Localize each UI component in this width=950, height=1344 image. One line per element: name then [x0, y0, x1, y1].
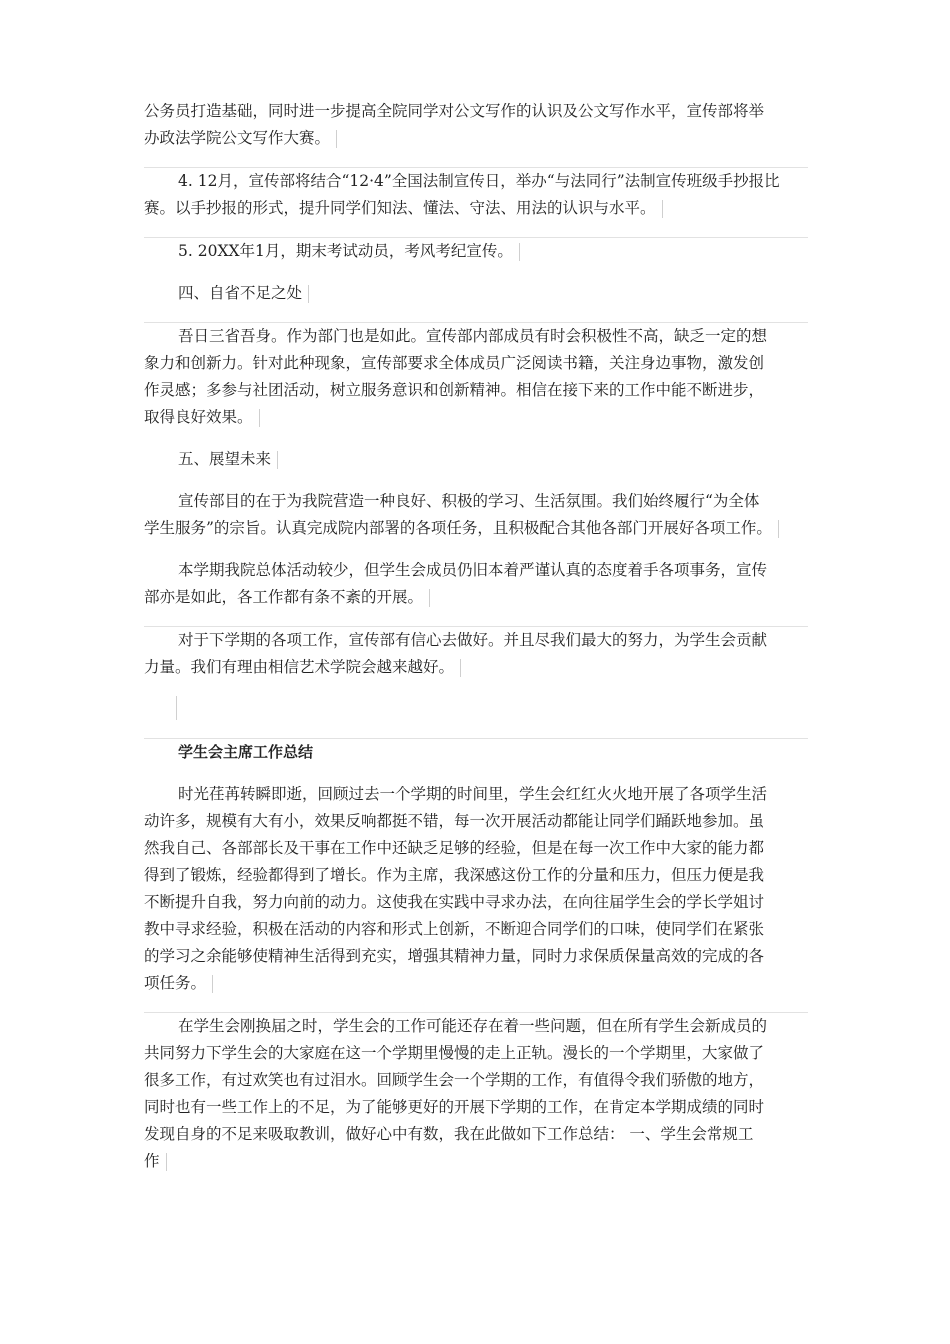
cursor-mark — [166, 1153, 167, 1171]
text-line: 得到了锻炼，经验都得到了增长。作为主席，我深感这份工作的分量和压力，但压力便是我 — [144, 866, 765, 884]
cursor-mark — [277, 451, 278, 469]
text-line: 动许多，规模有大有小，效果反响都挺不错，每一次开展活动都能让同学们踊跃地参加。虽 — [144, 812, 765, 830]
text-line: 作 — [144, 1148, 808, 1175]
section-title — [144, 738, 808, 766]
text-line: 然我自己、各部部长及干事在工作中还缺乏足够的经验，但是在每一次工作中大家的能力都 — [144, 839, 765, 857]
text-line: 的学习之余能够使精神生活得到充实，增强其精神力量，同时力求保质保量高效的完成的各 — [144, 947, 765, 965]
empty-paragraph — [144, 696, 808, 723]
section-heading-5 — [144, 446, 808, 473]
cursor-mark — [308, 285, 309, 303]
text-line: 部亦是如此，各工作都有条不紊的开展。 — [144, 584, 808, 611]
text-line: 取得良好效果。 — [144, 404, 808, 431]
paragraph-9 — [144, 626, 808, 681]
text-line: 时光荏苒转瞬即逝，回顾过去一个学期的时间里，学生会红红火火地开展了各项学生活 — [178, 785, 768, 803]
paragraph-7 — [144, 488, 808, 542]
text-line: 吾日三省吾身。作为部门也是如此。宣传部内部成员有时会积极性不高，缺乏一定的想 — [178, 327, 768, 345]
cursor-mark — [519, 243, 520, 261]
cursor-mark — [259, 409, 260, 427]
page-title: 学生会主席工作总结 — [178, 743, 314, 761]
paragraph-2 — [144, 167, 808, 222]
text-line: 本学期我院总体活动较少，但学生会成员仍旧本着严谨认真的态度着手各项事务，宣传 — [178, 561, 768, 579]
section-heading-4 — [144, 280, 808, 307]
cursor-mark — [176, 696, 177, 720]
paragraph-12 — [144, 1012, 808, 1175]
text-line: 学生服务”的宗旨。认真完成院内部署的各项任务，且积极配合其他各部门开展好各项工作。 — [144, 515, 808, 542]
paragraph-1 — [144, 98, 808, 152]
cursor-mark — [460, 659, 461, 677]
paragraph-8 — [144, 557, 808, 611]
cursor-mark — [662, 200, 663, 218]
text-line: 4. 12月，宣传部将结合“12·4”全国法制宣传日，举办“与法同行”法制宣传班级手抄报比 — [178, 172, 780, 190]
paragraph-5 — [144, 322, 808, 431]
text-line: 共同努力下学生会的大家庭在这一个学期里慢慢的走上正轨。漫长的一个学期里，大家做了 — [144, 1044, 765, 1062]
text-line: 发现自身的不足来吸取教训，做好心中有数，我在此做如下工作总结： 一、学生会常规工 — [144, 1125, 754, 1143]
text-line: 很多工作，有过欢笑也有过泪水。回顾学生会一个学期的工作，有值得令我们骄傲的地方， — [144, 1071, 765, 1089]
text-line: 宣传部目的在于为我院营造一种良好、积极的学习、生活氛围。我们始终履行“为全体 — [178, 492, 760, 510]
text-line: 公务员打造基础，同时进一步提高全院同学对公文写作的认识及公文写作水平，宣传部将举 — [144, 102, 765, 120]
cursor-mark — [429, 589, 430, 607]
text-line: 五、展望未来 — [144, 446, 808, 473]
text-line: 象力和创新力。针对此种现象，宣传部要求全体成员广泛阅读书籍，关注身边事物，激发创 — [144, 354, 765, 372]
text-line: 不断提升自我，努力向前的动力。这使我在实践中寻求办法，在向往届学生会的学长学姐讨 — [144, 893, 765, 911]
cursor-mark — [212, 975, 213, 993]
paragraph-11 — [144, 781, 808, 997]
text-line: 对于下学期的各项工作，宣传部有信心去做好。并且尽我们最大的努力，为学生会贡献 — [178, 631, 768, 649]
document-page — [144, 98, 808, 1190]
text-line: 项任务。 — [144, 970, 808, 997]
text-line: 同时也有一些工作上的不足，为了能够更好的开展下学期的工作，在肯定本学期成绩的同时 — [144, 1098, 765, 1116]
text-line: 5. 20XX年1月，期末考试动员，考风考纪宣传。 — [144, 238, 808, 265]
text-line: 力量。我们有理由相信艺术学院会越来越好。 — [144, 654, 808, 681]
text-line: 教中寻求经验，积极在活动的内容和形式上创新，不断迎合同学们的口味，使同学们在紧张 — [144, 920, 765, 938]
text-line: 在学生会刚换届之时，学生会的工作可能还存在着一些问题，但在所有学生会新成员的 — [178, 1017, 768, 1035]
text-line: 作灵感；多参与社团活动，树立服务意识和创新精神。相信在接下来的工作中能不断进步， — [144, 381, 765, 399]
text-line: 赛。以手抄报的形式，提升同学们知法、懂法、守法、用法的认识与水平。 — [144, 195, 808, 222]
cursor-mark — [778, 520, 779, 538]
text-line: 办政法学院公文写作大赛。 — [144, 125, 808, 152]
paragraph-3 — [144, 237, 808, 265]
text-line: 四、自省不足之处 — [144, 280, 808, 307]
cursor-mark — [336, 130, 337, 148]
